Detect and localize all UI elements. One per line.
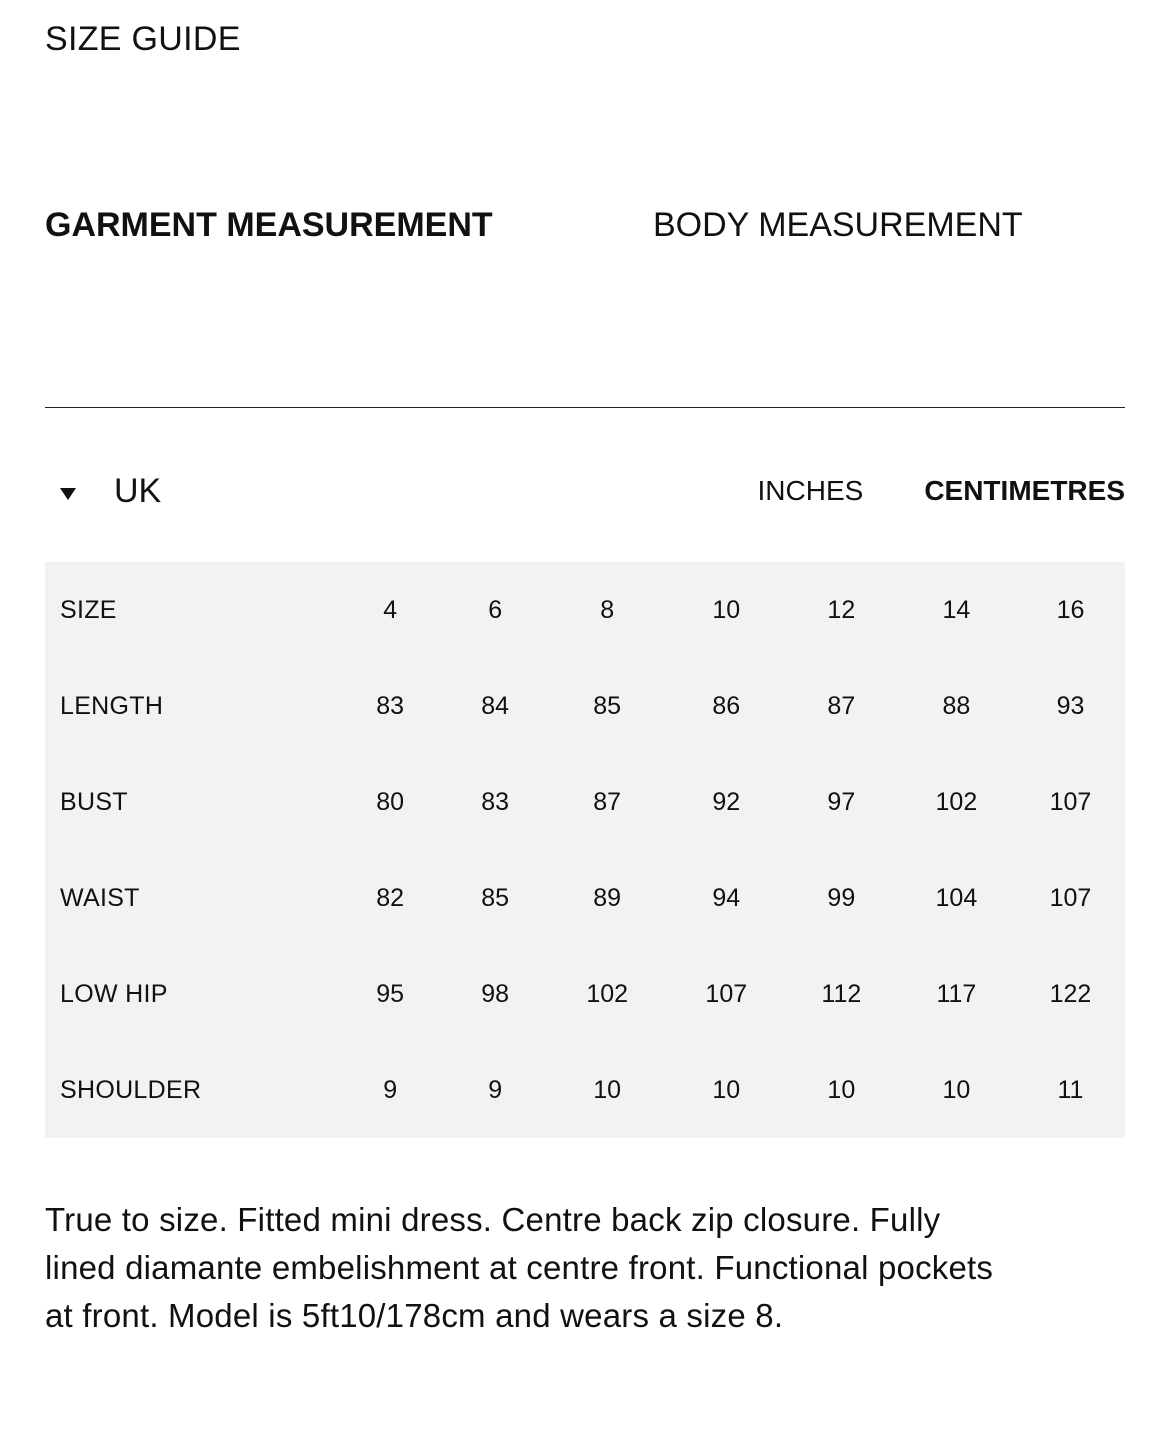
product-fit-description: True to size. Fitted mini dress. Centre back zip closure. Fully lined diamante embelishment at centre front. Functional pockets at front. Model is 5ft10/178cm and wears a size 8.	[45, 1201, 994, 1334]
table-cell: 85	[481, 883, 510, 912]
table-cell: 87	[827, 691, 856, 720]
size-table	[45, 562, 1125, 1138]
unit-inches-button[interactable]: INCHES	[757, 475, 864, 506]
table-cell: 99	[827, 883, 856, 912]
table-cell: 83	[376, 691, 405, 720]
table-cell: 87	[593, 787, 622, 816]
table-cell: 10	[942, 1075, 971, 1104]
table-cell: 122	[1049, 979, 1092, 1008]
caret-down-icon	[60, 488, 76, 500]
table-cell: 85	[593, 691, 622, 720]
table-row	[45, 850, 1125, 946]
column-header: 10	[712, 595, 741, 624]
table-cell: 107	[1049, 883, 1092, 912]
table-row	[45, 946, 1125, 1042]
table-cell: 10	[827, 1075, 856, 1104]
table-cell: 92	[712, 787, 741, 816]
table-cell: 80	[376, 787, 405, 816]
page-title: SIZE GUIDE	[45, 20, 241, 58]
column-header: 12	[827, 595, 856, 624]
unit-centimetres-button[interactable]: CENTIMETRES	[924, 475, 1125, 506]
row-label: WAIST	[60, 883, 140, 912]
region-dropdown[interactable]	[45, 466, 161, 516]
table-cell: 98	[481, 979, 510, 1008]
table-cell: 102	[935, 787, 978, 816]
table-cell: 117	[936, 979, 977, 1008]
tab-garment-measurement[interactable]: GARMENT MEASUREMENT	[45, 206, 493, 244]
table-cell: 95	[376, 979, 405, 1008]
measurement-tabs	[45, 200, 1125, 250]
table-header-row	[45, 562, 1125, 658]
table-row	[45, 754, 1125, 850]
region-selected-value: UK	[114, 472, 162, 510]
table-cell: 10	[712, 1075, 741, 1104]
table-cell: 84	[481, 691, 510, 720]
table-cell: 112	[821, 979, 862, 1008]
table-cell: 82	[376, 883, 405, 912]
row-label: SHOULDER	[60, 1075, 202, 1104]
tab-body-measurement[interactable]: BODY MEASUREMENT	[653, 206, 1023, 244]
row-label: LENGTH	[60, 691, 164, 720]
table-cell: 102	[586, 979, 629, 1008]
table-row	[45, 658, 1125, 754]
size-table-container	[45, 562, 1125, 1138]
table-row	[45, 1042, 1125, 1138]
table-cell: 104	[935, 883, 978, 912]
table-cell: 88	[942, 691, 971, 720]
column-header: SIZE	[60, 595, 117, 624]
row-label: BUST	[60, 787, 128, 816]
table-cell: 9	[383, 1075, 398, 1104]
table-cell: 93	[1056, 691, 1085, 720]
row-label: LOW HIP	[60, 979, 168, 1008]
table-cell: 83	[481, 787, 510, 816]
column-header: 8	[600, 595, 615, 624]
table-cell: 107	[705, 979, 748, 1008]
table-cell: 89	[593, 883, 622, 912]
table-cell: 107	[1049, 787, 1092, 816]
column-header: 4	[383, 595, 398, 624]
column-header: 6	[488, 595, 503, 624]
table-cell: 11	[1057, 1075, 1084, 1104]
unit-toggle	[758, 466, 1125, 516]
column-header: 14	[942, 595, 971, 624]
table-controls	[45, 466, 1125, 516]
table-cell: 86	[712, 691, 741, 720]
table-cell: 97	[827, 787, 856, 816]
column-header: 16	[1056, 595, 1085, 624]
table-cell: 10	[593, 1075, 622, 1104]
table-cell: 9	[488, 1075, 503, 1104]
table-cell: 94	[712, 883, 741, 912]
divider	[45, 407, 1125, 408]
